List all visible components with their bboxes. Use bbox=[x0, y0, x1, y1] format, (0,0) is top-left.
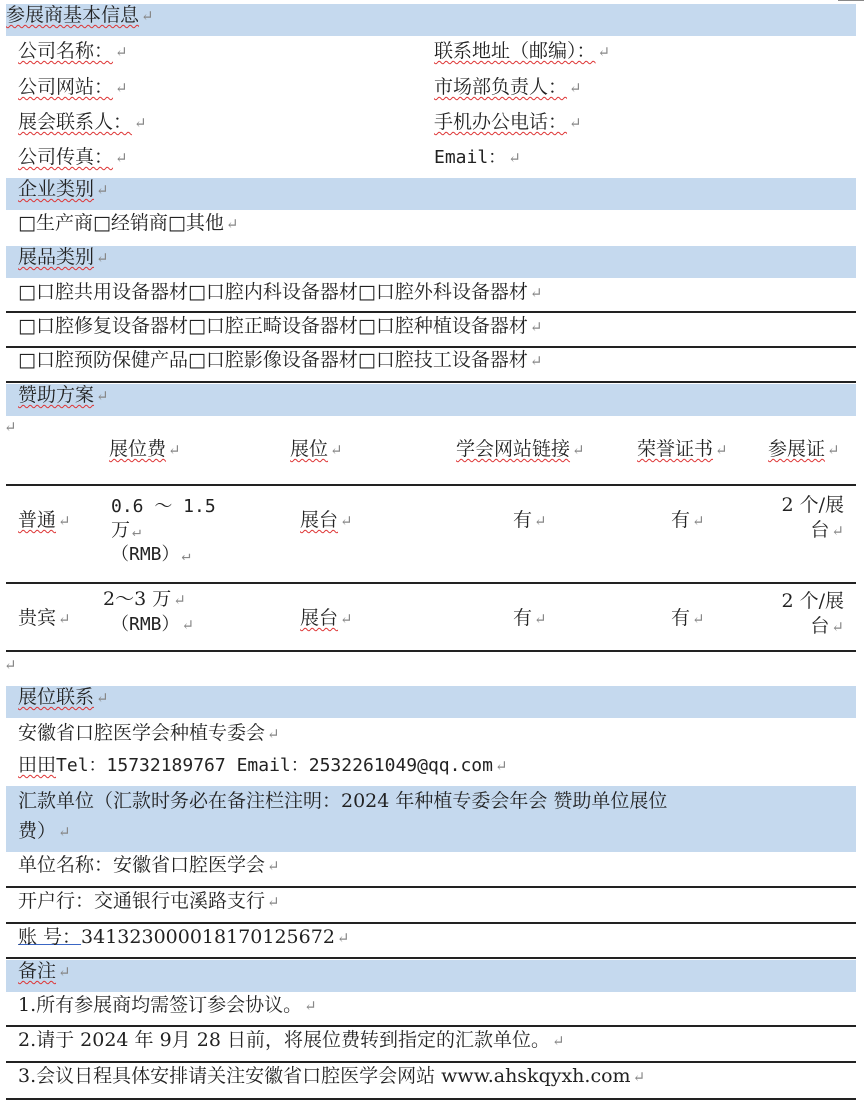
section-title: 展品类别 bbox=[18, 246, 95, 268]
section-header-payment: 汇款单位（汇款时务必在备注栏注明：2024 年种植专委会年会 赞助单位展位 费） ↵ bbox=[6, 786, 856, 852]
email-label: Email： bbox=[434, 147, 507, 168]
product-options: □口腔共用设备器材□口腔内科设备器材□口腔外科设备器材 bbox=[18, 281, 528, 303]
payment-unit-row: 单位名称：安徽省口腔医学会 ↵ bbox=[6, 854, 856, 888]
section-title: 备注 bbox=[18, 960, 57, 982]
payment-account-row: 账 号：341323000018170125672 ↵ bbox=[6, 926, 856, 959]
pass-line2: 台 bbox=[810, 518, 830, 541]
product-line: □口腔预防保健产品□口腔影像设备器材□口腔技工设备器材 ↵ bbox=[6, 349, 856, 383]
website-label: 公司网站： bbox=[18, 76, 114, 98]
product-line: □口腔共用设备器材□口腔内科设备器材□口腔外科设备器材 ↵ bbox=[6, 281, 856, 313]
note-text: 1.所有参展商均需签订参会协议。 bbox=[18, 994, 303, 1016]
payment-title-line1: 汇款单位（汇款时务必在备注栏注明：2024 年种植专委会年会 赞助单位展位 bbox=[18, 790, 668, 812]
paragraph-mark: ↵ bbox=[4, 418, 17, 436]
mobile-label: 手机办公电话： bbox=[434, 111, 568, 133]
payment-bank: 开户行：交通银行屯溪路支行 bbox=[18, 890, 266, 912]
section-header-products: 展品类别 ↵ bbox=[6, 246, 856, 278]
contact-person-row: 田田Tel：15732189767 Email：2532261049@qq.com ↵ bbox=[18, 754, 508, 776]
market-manager-label: 市场部负责人： bbox=[434, 76, 568, 98]
section-title: 参展商基本信息 bbox=[6, 4, 140, 26]
category-options: □生产商□经销商□其他 ↵ bbox=[18, 212, 239, 234]
address-label: 联系地址（邮编）： bbox=[434, 40, 596, 62]
note-item: 3.会议日程具体安排请关注安徽省口腔医学会网站 www.ahskqyxh.com ↵ bbox=[6, 1065, 856, 1100]
pass-line1: 2 个/展 bbox=[781, 590, 844, 612]
col-booth: 展位 bbox=[290, 438, 329, 460]
section-header-sponsor: 赞助方案 ↵ bbox=[6, 384, 856, 416]
section-title: 赞助方案 bbox=[18, 384, 95, 406]
fee-line1: 0.6 ～ 1.5 bbox=[111, 496, 216, 517]
contact-person-label: 展会联系人： bbox=[18, 111, 133, 133]
link-value: 有 bbox=[513, 509, 533, 531]
payment-title-line2: 费） bbox=[18, 820, 57, 843]
pass-line2: 台 bbox=[810, 614, 830, 637]
section-header-booth-contact: 展位联系 ↵ bbox=[6, 686, 856, 718]
category-checkboxes: □生产商□经销商□其他 bbox=[18, 212, 224, 234]
info-row: 公司名称： ↵ 联系地址（邮编）： ↵ bbox=[18, 40, 611, 62]
fee-line1: 2～3 万 bbox=[103, 588, 172, 610]
tier-name: 普通 bbox=[18, 509, 57, 531]
info-row: 展会联系人： ↵ 手机办公电话： ↵ bbox=[18, 111, 582, 133]
fee-line2: 万 bbox=[111, 519, 131, 542]
fax-label: 公司传真： bbox=[18, 146, 114, 168]
booth-value: 展台 bbox=[300, 607, 339, 629]
note-text: 3.会议日程具体安排请关注安徽省口腔医学会网站 www.ahskqyxh.com bbox=[18, 1065, 631, 1087]
company-name-label: 公司名称： bbox=[18, 40, 114, 62]
fee-line3: （RMB） bbox=[111, 544, 180, 566]
cert-value: 有 bbox=[671, 509, 691, 531]
pass-line1: 2 个/展 bbox=[781, 494, 844, 516]
account-label: 账 号： bbox=[18, 926, 82, 948]
contact-tel-email: Tel：15732189767 Email：2532261049@qq.com bbox=[56, 755, 493, 776]
product-options: □口腔预防保健产品□口腔影像设备器材□口腔技工设备器材 bbox=[18, 349, 528, 371]
payment-bank-row: 开户行：交通银行屯溪路支行 ↵ bbox=[6, 890, 856, 924]
note-item: 1.所有参展商均需签订参会协议。 ↵ bbox=[6, 994, 856, 1027]
cert-value: 有 bbox=[671, 607, 691, 629]
note-item: 2.请于 2024 年 9月 28 日前，将展位费转到指定的汇款单位。 ↵ bbox=[6, 1029, 856, 1063]
account-number: 341323000018170125672 bbox=[81, 926, 335, 948]
contact-org-row: 安徽省口腔医学会种植专委会 ↵ bbox=[18, 722, 280, 744]
product-options: □口腔修复设备器材□口腔正畸设备器材□口腔种植设备器材 bbox=[18, 315, 528, 337]
page-edge bbox=[838, 0, 864, 3]
paragraph-mark: ↵ bbox=[4, 656, 17, 674]
tier-name: 贵宾 bbox=[18, 607, 57, 629]
section-title: 企业类别 bbox=[18, 178, 95, 200]
sponsor-table-header: 展位费 ↵ 展位 ↵ 学会网站链接 ↵ 荣誉证书 ↵ 参展证 ↵ bbox=[6, 424, 856, 486]
link-value: 有 bbox=[513, 607, 533, 629]
col-pass: 参展证 bbox=[768, 438, 826, 460]
col-fee: 展位费 bbox=[109, 438, 167, 460]
sponsor-row: 普通 ↵ 0.6 ～ 1.5 万 ↵ （RMB） ↵ 展台 ↵ 有 ↵ 有 ↵ 2 个/展 台 ↵ bbox=[6, 487, 856, 584]
product-line: □口腔修复设备器材□口腔正畸设备器材□口腔种植设备器材 ↵ bbox=[6, 315, 856, 348]
contact-org: 安徽省口腔医学会种植专委会 bbox=[18, 722, 266, 744]
info-row: 公司网站： ↵ 市场部负责人： ↵ bbox=[18, 76, 582, 98]
note-text: 2.请于 2024 年 9月 28 日前，将展位费转到指定的汇款单位。 bbox=[18, 1029, 550, 1051]
payment-unit: 单位名称：安徽省口腔医学会 bbox=[18, 854, 266, 876]
contact-person: 田田 bbox=[18, 754, 57, 776]
fee-line2: （RMB） bbox=[111, 613, 180, 635]
section-title: 展位联系 bbox=[18, 686, 95, 708]
col-cert: 荣誉证书 bbox=[637, 438, 714, 460]
sponsor-row: 贵宾 ↵ 2～3 万 ↵ （RMB） ↵ 展台 ↵ 有 ↵ 有 ↵ 2 个/展 台 ↵ bbox=[6, 585, 856, 652]
section-header-notes: 备注 ↵ bbox=[6, 960, 856, 992]
section-header-exhibitor: 参展商基本信息 ↵ bbox=[6, 4, 856, 36]
col-link: 学会网站链接 bbox=[456, 438, 571, 460]
booth-value: 展台 bbox=[300, 509, 339, 531]
info-row: 公司传真： ↵ Email： ↵ bbox=[18, 146, 521, 168]
section-header-category: 企业类别 ↵ bbox=[6, 178, 856, 210]
